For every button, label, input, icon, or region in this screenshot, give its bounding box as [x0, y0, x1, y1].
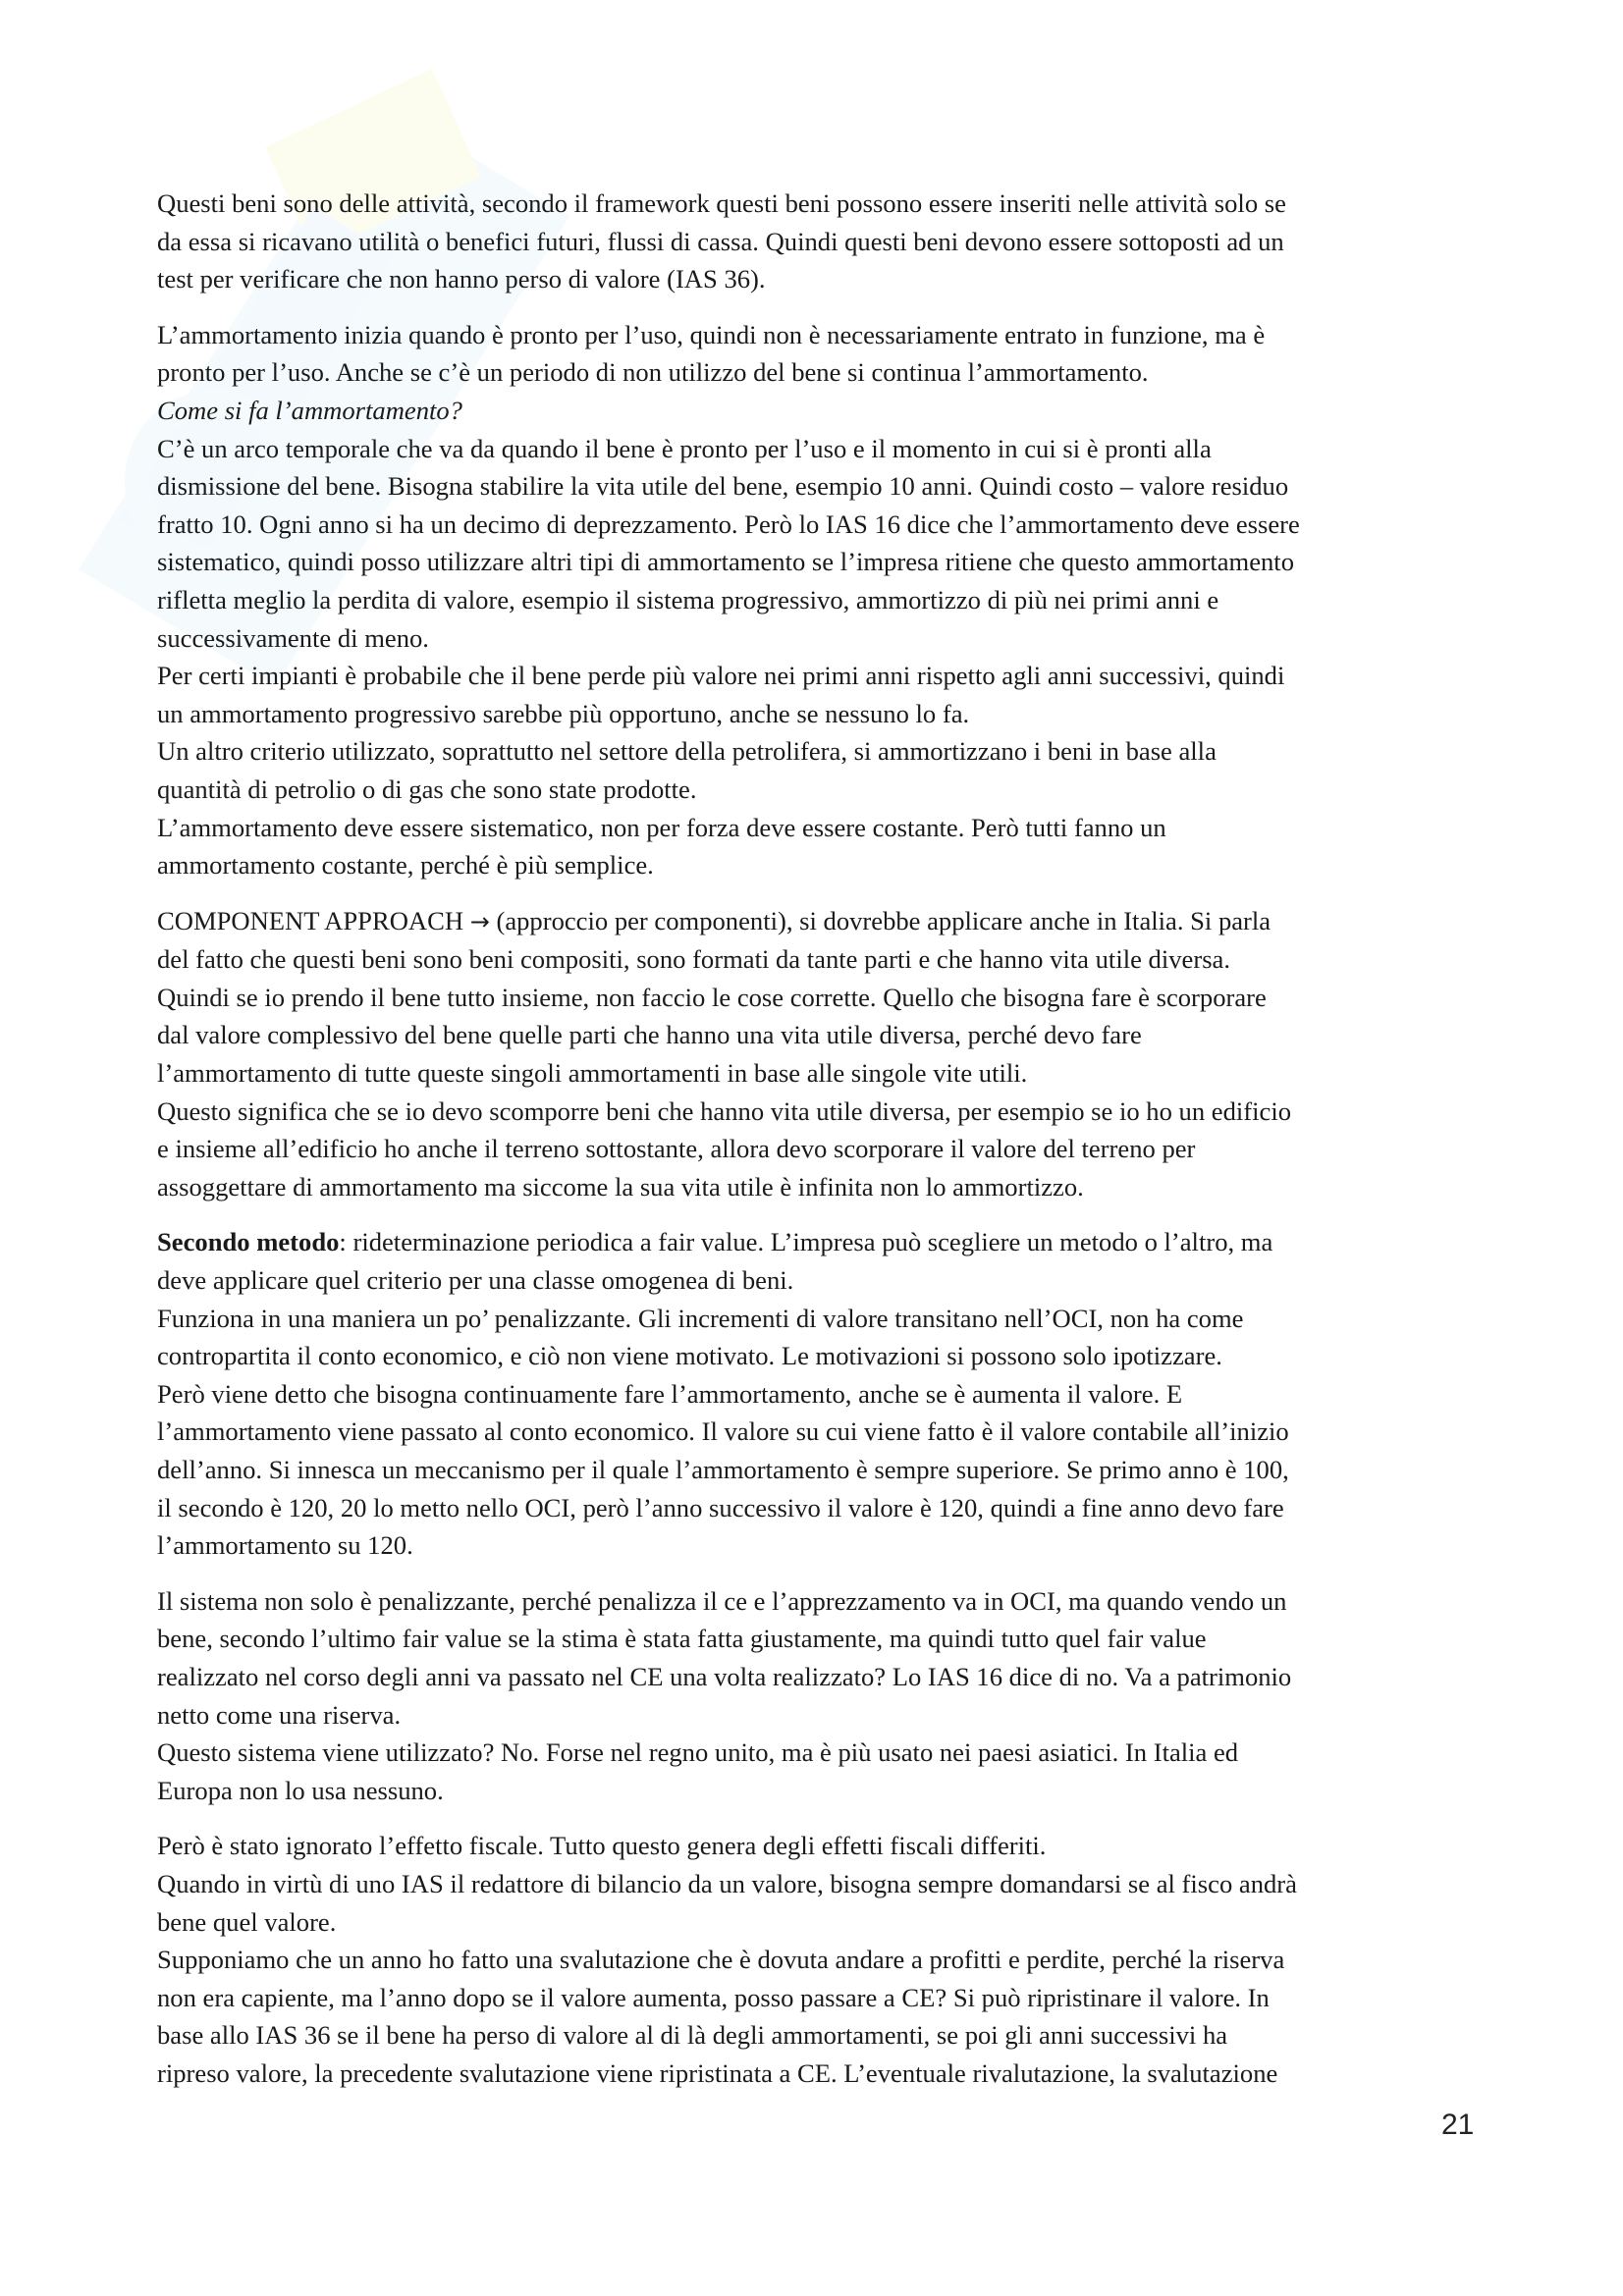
- document-body: [157, 185, 1488, 2110]
- paragraph-5: [157, 1582, 1488, 1810]
- text-line: bene, secondo l’ultimo fair value se la stima è stata fatta giustamente, ma quindi tutto quel fair value: [157, 1624, 1207, 1654]
- arrow-right-icon: →: [469, 907, 490, 935]
- text-line: Questo sistema viene utilizzato? No. Forse nel regno unito, ma è più usato nei paesi asiatici. In Italia ed: [157, 1737, 1239, 1768]
- text-line: L’ammortamento deve essere sistematico, non per forza deve essere costante. Però tutti fanno un: [157, 812, 1166, 842]
- text-line: test per verificare che non hanno perso di valore (IAS 36).: [157, 264, 766, 294]
- bold-heading: Secondo metodo: [157, 1227, 340, 1257]
- text-line: Però è stato ignorato l’effetto fiscale. Tutto questo genera degli effetti fiscali differiti.: [157, 1831, 1047, 1861]
- paragraph-6: [157, 1827, 1488, 2092]
- text-line: contropartita il conto economico, e ciò non viene motivato. Le motivazioni si possono solo ipotizzare.: [157, 1341, 1222, 1371]
- text-line: un ammortamento progressivo sarebbe più opportuno, anche se nessuno lo fa.: [157, 698, 970, 728]
- page-number: 21: [1441, 2109, 1475, 2141]
- paragraph-3: [157, 902, 1488, 1206]
- text-line: quantità di petrolio o di gas che sono state prodotte.: [157, 774, 697, 804]
- text-line: dal valore complessivo del bene quelle parti che hanno una vita utile diversa, perché devo fare: [157, 1020, 1142, 1050]
- italic-question: Come si fa l’ammortamento?: [157, 395, 462, 425]
- text-line: Un altro criterio utilizzato, soprattutto nel settore della petrolifera, si ammortizzano i beni in base alla: [157, 736, 1217, 767]
- text-line: [157, 902, 1488, 941]
- text-line: sistematico, quindi posso utilizzare altri tipi di ammortamento se l’impresa ritiene che questo ammortamento: [157, 547, 1294, 577]
- text-line: Questo significa che se io devo scomporre beni che hanno vita utile diversa, per esempio se io ho un edificio: [157, 1095, 1292, 1126]
- text-line: realizzato nel corso degli anni va passato nel CE una volta realizzato? Lo IAS 16 dice di no. Va a patrimonio: [157, 1661, 1292, 1691]
- paragraph-2: [157, 316, 1488, 884]
- text-line: base allo IAS 36 se il bene ha perso di valore al di là degli ammortamenti, se poi gli anni successivi ha: [157, 2020, 1228, 2051]
- text-line: dismissione del bene. Bisogna stabilire la vita utile del bene, esempio 10 anni. Quindi costo – valore residuo: [157, 471, 1289, 502]
- text-line: Per certi impianti è probabile che il bene perde più valore nei primi anni rispetto agli anni successivi, quindi: [157, 661, 1285, 691]
- text-line: ripreso valore, la precedente svalutazione viene ripristinata a CE. L’eventuale rivalutazione, la svalutazione: [157, 2057, 1278, 2088]
- text-line: bene quel valore.: [157, 1906, 337, 1937]
- text-line: pronto per l’uso. Anche se c’è un periodo di non utilizzo del bene si continua l’ammortamento.: [157, 357, 1149, 388]
- text-line: l’ammortamento su 120.: [157, 1530, 413, 1561]
- text-line: l’ammortamento viene passato al conto economico. Il valore su cui viene fatto è il valore contabile all’inizio: [157, 1416, 1289, 1447]
- text-line: Quando in virtù di uno IAS il redattore di bilancio da un valore, bisogna sempre domandarsi se al fisco andrà: [157, 1868, 1297, 1898]
- text-line: Il sistema non solo è penalizzante, perché penalizza il ce e l’apprezzamento va in OCI, ma quando vendo un: [157, 1585, 1287, 1616]
- text-line: del fatto che questi beni sono beni compositi, sono formati da tante parti e che hanno vita utile diversa.: [157, 944, 1230, 975]
- text-line: dell’anno. Si innesca un meccanismo per il quale l’ammortamento è sempre superiore. Se primo anno è 100,: [157, 1455, 1289, 1484]
- section-lead-rest: (approccio per componenti), si dovrebbe applicare anche in Italia. Si parla: [489, 905, 1271, 935]
- text-line: netto come una riserva.: [157, 1699, 402, 1730]
- text-line: Quindi se io prendo il bene tutto insieme, non faccio le cose corrette. Quello che bisogna fare è scorporare: [157, 982, 1267, 1012]
- paragraph-4: [157, 1223, 1488, 1564]
- text-line: rifletta meglio la perdita di valore, esempio il sistema progressivo, ammortizzo di più nei primi anni e: [157, 584, 1219, 614]
- text-line: fratto 10. Ogni anno si ha un decimo di deprezzamento. Però lo IAS 16 dice che l’ammortamento deve essere: [157, 508, 1300, 539]
- text-line: Europa non lo usa nessuno.: [157, 1775, 444, 1805]
- text-line: deve applicare quel criterio per una classe omogenea di beni.: [157, 1265, 794, 1296]
- text-line: successivamente di meno.: [157, 622, 429, 653]
- text-line: Funziona in una maniera un po’ penalizzante. Gli incrementi di valore transitano nell’OCI, non ha come: [157, 1303, 1244, 1333]
- section-lead: COMPONENT APPROACH: [157, 905, 470, 935]
- text-line: Però viene detto che bisogna continuamente fare l’ammortamento, anche se è aumenta il valore. E: [157, 1378, 1183, 1409]
- paragraph-1: [157, 185, 1488, 298]
- text-line: non era capiente, ma l’anno dopo se il valore aumenta, posso passare a CE? Si può ripristinare il valore. In: [157, 1982, 1270, 2012]
- text-line: [157, 1223, 1488, 1261]
- text-line: ammortamento costante, perché è più semplice.: [157, 850, 654, 881]
- text-line: l’ammortamento di tutte queste singoli ammortamenti in base alle singole vite utili.: [157, 1058, 1028, 1089]
- text-line: L’ammortamento inizia quando è pronto per l’uso, quindi non è necessariamente entrato in funzione, ma è: [157, 319, 1266, 349]
- text-line: e insieme all’edificio ho anche il terreno sottostante, allora devo scorporare il valore del terreno per: [157, 1134, 1196, 1164]
- text-line: Questi beni sono delle attività, secondo il framework questi beni possono essere inseriti nelle attività solo se: [157, 188, 1286, 218]
- heading-rest: : rideterminazione periodica a fair value. L’impresa può scegliere un metodo o l’altro, ma: [339, 1227, 1273, 1257]
- text-line: da essa si ricavano utilità o benefici futuri, flussi di cassa. Quindi questi beni devono essere sottoposti ad un: [157, 226, 1284, 256]
- text-line: Supponiamo che un anno ho fatto una svalutazione che è dovuta andare a profitti e perdite, perché la riserva: [157, 1945, 1285, 1975]
- text-line: assoggettare di ammortamento ma siccome la sua vita utile è infinita non lo ammortizzo.: [157, 1171, 1084, 1201]
- text-line: C’è un arco temporale che va da quando il bene è pronto per l’uso e il momento in cui si è pronti alla: [157, 433, 1212, 463]
- text-line: il secondo è 120, 20 lo metto nello OCI, però l’anno successivo il valore è 120, quindi a fine anno devo fare: [157, 1492, 1284, 1522]
